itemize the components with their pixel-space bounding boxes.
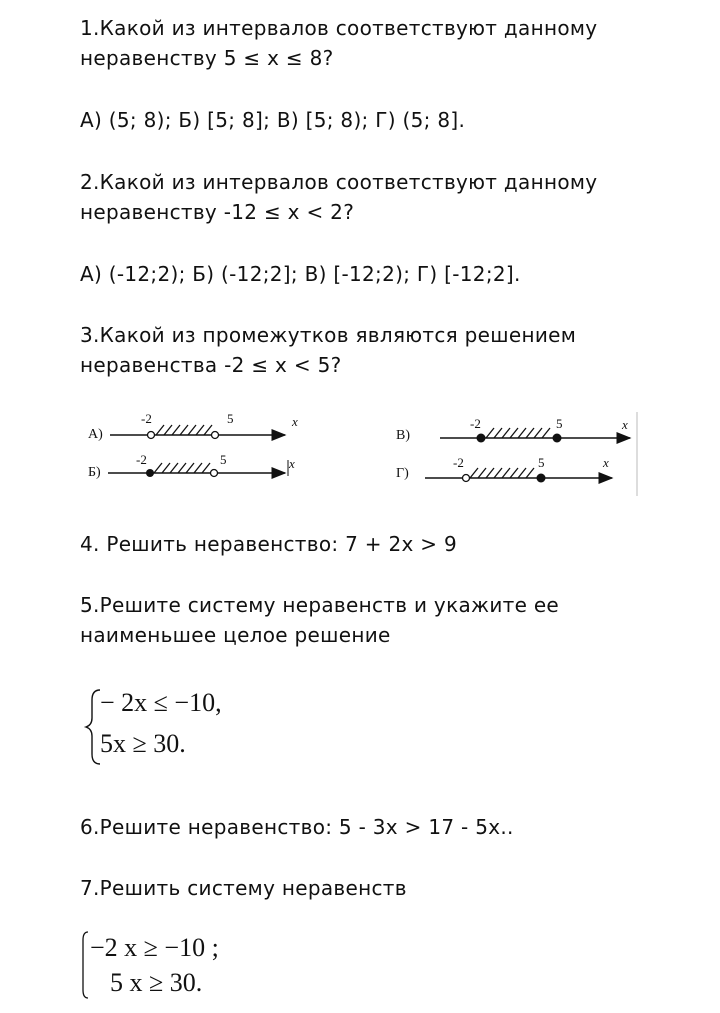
closed-point — [146, 469, 154, 477]
number-line-b-left-tick: -2 — [136, 452, 147, 467]
system-5-brace — [86, 690, 100, 764]
question-3-line-1: 3.Какой из промежутков являются решением — [80, 323, 577, 347]
number-line-v-label: В) — [396, 428, 410, 443]
number-line-a — [110, 425, 285, 439]
question-1-line-2: неравенству 5 ≤ x ≤ 8? — [80, 46, 334, 70]
question-1-line-1: 1.Какой из интервалов соответствуют данному — [80, 16, 598, 40]
number-line-v-right-tick: 5 — [556, 416, 563, 431]
closed-point — [537, 474, 546, 483]
closed-point — [553, 434, 562, 443]
number-line-b-axis-label: x — [289, 456, 295, 471]
number-line-a-left-tick: -2 — [141, 411, 152, 426]
system-7-line-1: −2 x ≥ −10 ; — [90, 933, 219, 962]
number-line-a-label: А) — [88, 427, 103, 442]
question-2-answers: А) (-12;2); Б) (-12;2]; В) [-12;2); Г) [-12;2]. — [80, 262, 521, 286]
number-line-b-label: Б) — [88, 465, 101, 480]
open-point — [148, 432, 155, 439]
open-point — [211, 470, 218, 477]
question-6: 6.Решите неравенство: 5 - 3x > 17 - 5x.. — [80, 815, 514, 839]
number-line-b-right-tick: 5 — [220, 452, 227, 467]
number-line-g-left-tick: -2 — [453, 455, 464, 470]
number-line-g-axis-label: x — [603, 455, 609, 470]
number-line-g-right-tick: 5 — [538, 455, 545, 470]
number-line-v-axis-label: x — [622, 417, 628, 432]
question-1-answers: А) (5; 8); Б) [5; 8]; В) [5; 8); Г) (5; 8]. — [80, 108, 466, 132]
number-line-g-label: Г) — [396, 466, 409, 481]
number-line-a-axis-label: x — [292, 414, 298, 429]
question-7: 7.Решить систему неравенств — [80, 876, 407, 900]
question-5 — [80, 590, 700, 650]
closed-point — [477, 434, 486, 443]
question-4: 4. Решить неравенство: 7 + 2x > 9 — [80, 532, 458, 556]
number-line-b — [108, 460, 288, 477]
system-7-line-2: 5 x ≥ 30. — [110, 968, 203, 997]
number-line-v-left-tick: -2 — [470, 416, 481, 431]
question-2-line-1: 2.Какой из интервалов соответствуют данному — [80, 170, 598, 194]
number-line-a-right-tick: 5 — [227, 411, 234, 426]
open-point — [463, 475, 470, 482]
question-3-line-2: неравенства -2 ≤ x < 5? — [80, 353, 342, 377]
question-5-line-2: наименьшее целое решение — [80, 623, 391, 647]
system-7-brace — [83, 932, 88, 998]
system-5-line-1: − 2x ≤ −10, — [100, 688, 222, 717]
system-5-line-2: 5x ≥ 30. — [100, 729, 186, 758]
question-5-line-1: 5.Решите систему неравенств и укажите ее — [80, 593, 560, 617]
open-point — [212, 432, 219, 439]
question-2-line-2: неравенству -12 ≤ x < 2? — [80, 200, 355, 224]
